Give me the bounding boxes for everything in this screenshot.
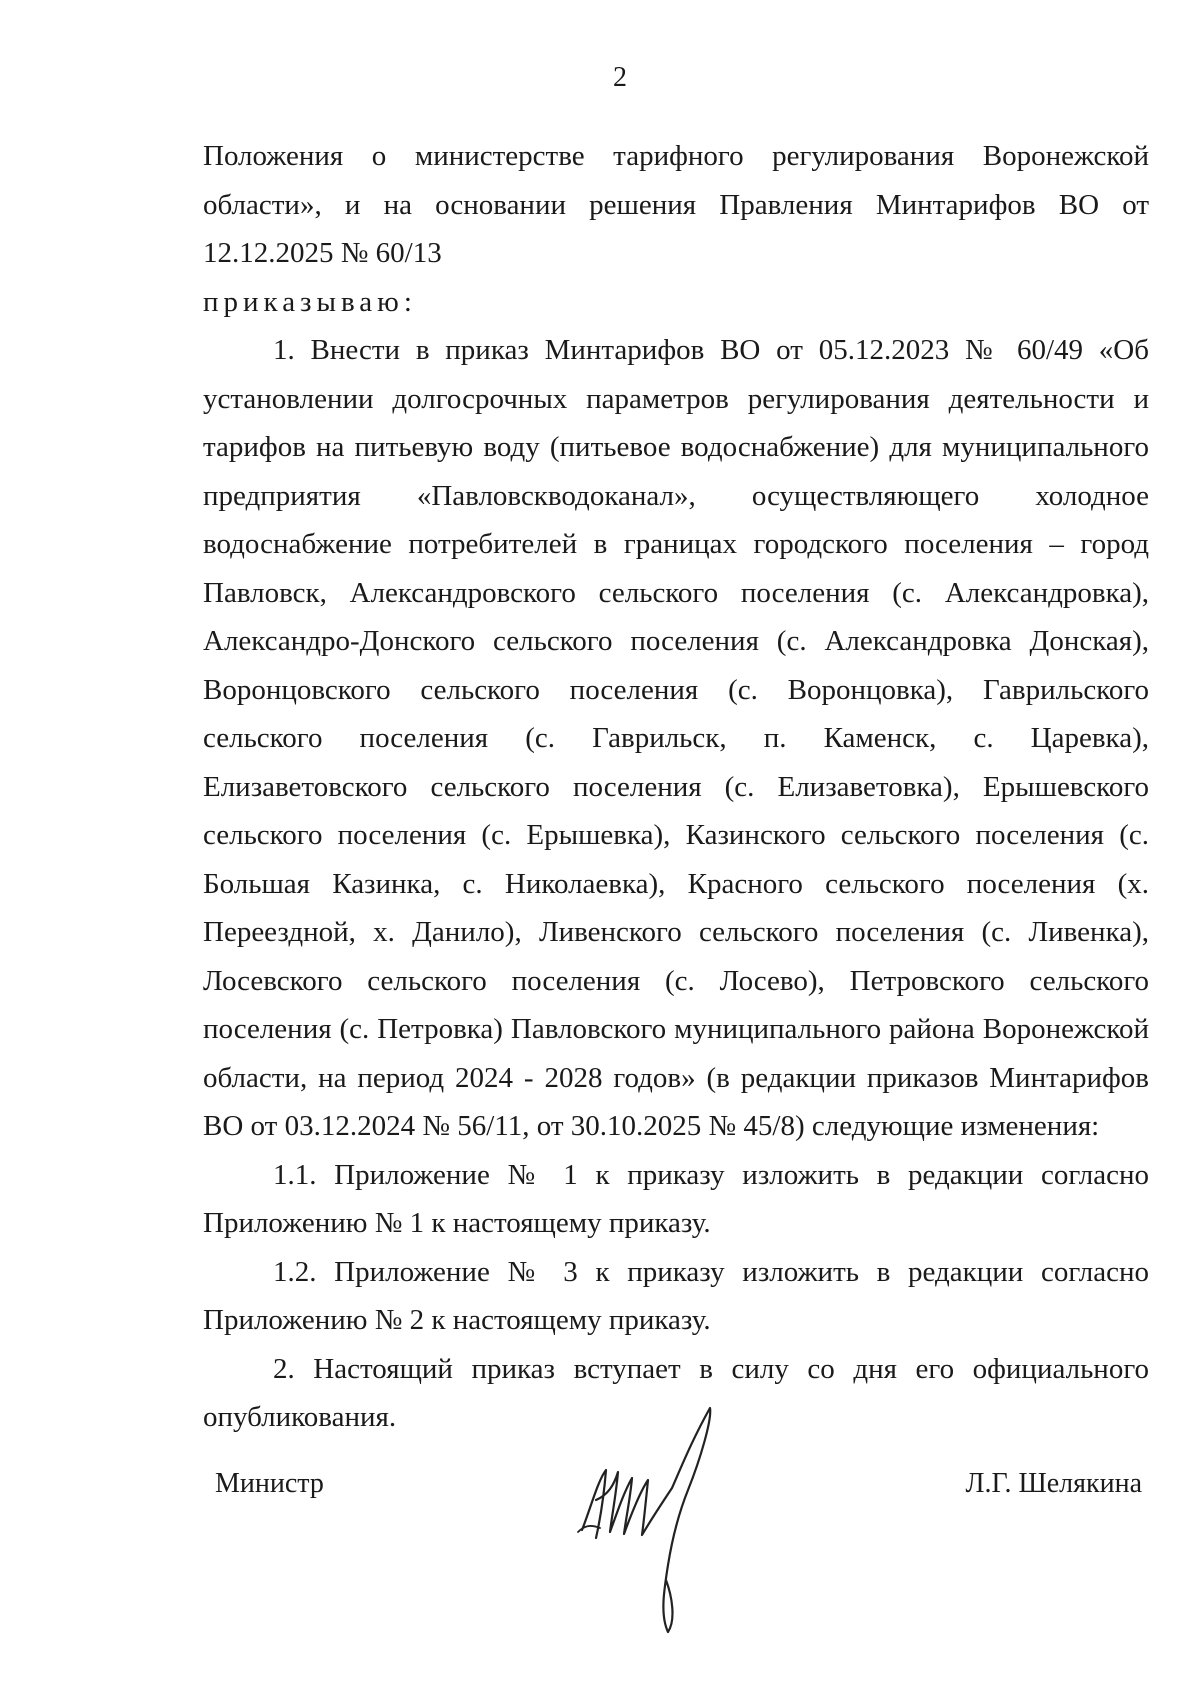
paragraph-order-word: приказываю: [203, 285, 417, 318]
handwritten-signature [560, 1400, 770, 1640]
position-title: Министр [215, 1468, 324, 1499]
paragraph-item-1: 1. Внести в приказ Минтарифов ВО от 05.12.2023 № 60/49 «Об установлении долгосрочных параметров регулирования деятельности и тарифов на питьевую воду (питьевое водоснабжение) для муниципального предприятия «Павловскводоканал», осуществляющего холодное водоснабжение потребителей в границах городского поселения – город Павловск, Александровского сельского поселения (с. Александровка), Александро-Донского сельского поселения (с. Александровка Донская), Воронцовского сельского поселения (с. Воронцовка), Гаврильского сельского поселения (с. Гаврильск, п. Каменск, с. Царевка), Елизаветовского сельского поселения (с. Елизаветовка), Ерышевского сельского поселения (с. Ерышевка), Казинского сельского поселения (с. Большая Казинка, с. Николаевка), Красного сельского поселения (х. Переездной, х. Данило), Ливенского сельского поселения (с. Ливенка), Лосевского сельского поселения (с. Лосево), Петровского сельского поселения (с. Петровка) Павловского муниципального района Воронежской области, на период 2024 - 2028 годов» (в редакции приказов Минтарифов ВО от 03.12.2024 № 56/11, от 30.10.2025 № 45/8) следующие изменения: [203, 334, 1149, 1142]
paragraph-preamble: Положения о министерстве тарифного регулирования Воронежской области», и на основании решения Правления Минтарифов ВО от 12.12.2025 № 60/13 [203, 140, 1149, 269]
paragraph-item-2: 2. Настоящий приказ вступает в силу со дня его официального опубликования. [203, 1352, 1149, 1433]
paragraph-item-1-1: 1.1. Приложение № 1 к приказу изложить в редакции согласно Приложению № 1 к настоящему приказу. [203, 1158, 1149, 1239]
paragraph-item-1-2: 1.2. Приложение № 3 к приказу изложить в редакции согласно Приложению № 2 к настоящему приказу. [203, 1255, 1149, 1336]
signature-block [0, 1430, 1200, 1690]
signer-name: Л.Г. Шелякина [965, 1468, 1142, 1499]
document-body [203, 132, 1149, 1442]
page-number: 2 [613, 62, 627, 93]
